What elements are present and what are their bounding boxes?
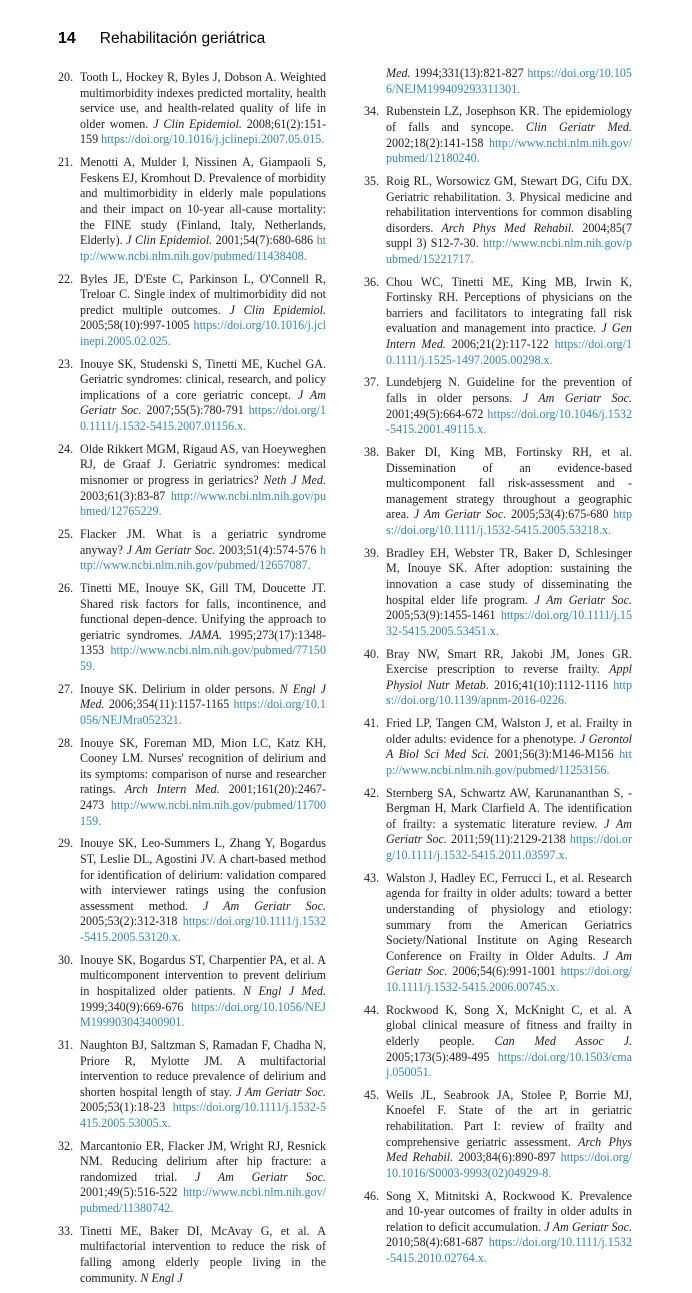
reference-text: [386, 871, 632, 996]
reference-link[interactable]: https://doi.org/10.1111/j.1532-5415.2010.02764.x.: [386, 1235, 632, 1265]
reference-citation: Roig RL, Worsowicz GM, Stewart DG, Cifu DX. Geriatric rehabilitation. 3. Physical medicine and rehabilitation interventions for common disabling disorders.: [386, 173, 632, 235]
reference-citation: Flacker JM. What is a geriatric syndrome anyway?: [80, 526, 326, 557]
reference-journal: J Am Geriatr Soc.: [235, 1084, 327, 1099]
reference-journal: J Am Geriatr Soc.: [203, 898, 326, 913]
reference-citation: Inouye SK, Studenski S, Tinetti ME, Kuchel GA. Geriatric syndromes: clinical, research, and policy implications of a core geriatric concept.: [80, 356, 326, 402]
reference-number: 42.: [364, 785, 380, 800]
reference-text: [80, 357, 326, 435]
reference-volume: 2006;54(6):991-1001: [452, 964, 556, 979]
reference-number: 27.: [58, 681, 74, 696]
reference-link[interactable]: https://doi.org/10.1016/S0003-9993(02)04929-8.: [386, 1150, 632, 1180]
reference-text: [80, 836, 326, 945]
reference-item: [364, 66, 632, 97]
page-header: [58, 30, 265, 52]
reference-number: 31.: [58, 1037, 74, 1052]
reference-volume: 2005;53(4):675-680: [511, 507, 609, 522]
reference-item: [58, 1224, 326, 1286]
reference-link[interactable]: http://www.ncbi.nlm.nih.gov/pubmed/12765229.: [80, 488, 326, 519]
reference-text: [386, 375, 632, 437]
reference-text: [80, 1139, 326, 1217]
reference-number: 29.: [58, 836, 74, 851]
reference-citation: Olde Rikkert MGM, Rigaud AS, van Hoeyweghen RJ, de Graaf J. Geriatric syndromes: medical misnomer or progress in geriatrics?: [80, 441, 326, 487]
reference-citation: Rockwood K, Song X, McKnight C, et al. A global clinical measure of fitness and frailty in elderly people.: [386, 1002, 632, 1048]
reference-volume: 2011;59(11):2129-2138: [451, 832, 566, 847]
reference-link[interactable]: https://doi.org/10.1111/j.1532-5415.2005.53451.x.: [386, 608, 632, 638]
reference-text: [80, 1224, 326, 1286]
reference-text: [80, 581, 326, 675]
reference-item: [364, 1189, 632, 1267]
reference-link[interactable]: http://www.ncbi.nlm.nih.gov/pubmed/12657087.: [80, 542, 327, 573]
reference-citation: Inouye SK, Bogardus ST, Charpentier PA, et al. A multicomponent intervention to prevent delirium in hospitalized older patients.: [80, 952, 326, 998]
reference-journal: J Am Geriatr Soc.: [544, 1219, 632, 1234]
reference-text: [386, 1189, 632, 1267]
reference-text: [80, 953, 326, 1031]
reference-volume: 2003;61(3):83-87: [80, 488, 166, 503]
reference-text: [386, 1088, 632, 1182]
reference-number: 38.: [364, 445, 380, 459]
reference-journal: J Am Geriatr Soc.: [413, 507, 507, 522]
reference-volume: 1995;273(17):1348-1353: [80, 627, 327, 658]
reference-item: [58, 70, 326, 148]
references-column-right: [364, 66, 632, 1274]
page-number: 14: [58, 30, 76, 47]
reference-item: [364, 1003, 632, 1081]
reference-link[interactable]: https://doi.org/10.1056/NEJM199903043400901.: [80, 999, 326, 1030]
reference-volume: 2003;84(6):890-897: [458, 1150, 556, 1165]
reference-citation: Tinetti ME, Inouye SK, Gill TM, Doucette JT. Shared risk factors for falls, incontinence, and functional depen-dence. Unifying the approach to geriatric syndromes.: [80, 580, 326, 642]
reference-citation: Tinetti ME, Baker DI, McAvay G, et al. A multifactorial intervention to reduce the risk of falling among elderly people living in the community.: [80, 1223, 326, 1285]
reference-number: 28.: [58, 735, 74, 750]
reference-number: 39.: [364, 545, 380, 560]
reference-journal: J Clin Epidemiol.: [153, 116, 242, 131]
reference-text: [386, 786, 632, 864]
reference-number: 45.: [364, 1087, 380, 1102]
reference-item: [364, 445, 632, 539]
reference-volume: 2005;53(1):18-23: [80, 1100, 166, 1115]
reference-journal: Arch Phys Med Rehabil.: [441, 220, 575, 235]
reference-number: 40.: [364, 646, 380, 661]
reference-citation: Inouye SK. Delirium in older persons.: [80, 681, 275, 696]
reference-item: [364, 786, 632, 864]
reference-link[interactable]: https://doi.org/10.1111/j.1532-5415.2005.53218.x.: [386, 507, 633, 537]
reference-link[interactable]: http://www.ncbi.nlm.nih.gov/pubmed/12180240.: [386, 135, 632, 166]
reference-number: 37.: [364, 375, 380, 390]
reference-number: 30.: [58, 952, 74, 967]
reference-volume: 2007;55(5):780-791: [146, 403, 244, 418]
reference-volume: 1994;331(13):821-827: [414, 66, 524, 80]
reference-text: [80, 736, 326, 830]
reference-number: 41.: [364, 716, 380, 731]
reference-citation: Bray NW, Smart RR, Jakobi JM, Jones GR. Exercise prescription to reverse frailty.: [386, 646, 632, 677]
reference-journal: J Am Geriatr Soc.: [194, 1169, 327, 1184]
reference-number: 26.: [58, 580, 74, 595]
reference-journal: N Engl J Med.: [242, 983, 327, 998]
reference-text: [386, 647, 632, 709]
reference-text: [80, 155, 326, 264]
reference-citation: Bradley EH, Webster TR, Baker D, Schlesinger M, Inouye SK. After adoption: sustaining the innovation a case study of disseminating the hospital elder life program.: [386, 545, 632, 607]
reference-citation: Byles JE, D'Este C, Parkinson L, O'Connell R, Treloar C. Single index of multimorbidity did not predict multiple outcomes.: [80, 271, 326, 317]
reference-item: [58, 953, 326, 1031]
reference-text: [386, 546, 632, 640]
reference-item: [58, 581, 326, 675]
reference-citation: Baker DI, King MB, Fortinsky RH, et al. Dissemination of an evidence-based multicomponent fall risk-assessment and -management strategy throughout a geographic area.: [386, 445, 632, 522]
reference-journal: Arch Phys Med Rehabil.: [386, 1134, 632, 1165]
reference-citation: Marcantonio ER, Flacker JM, Wright RJ, Resnick NM. Reducing delirium after hip fracture: a randomized trial.: [80, 1138, 326, 1184]
reference-text: [80, 442, 326, 520]
reference-journal: Neth J Med.: [263, 473, 326, 487]
reference-link[interactable]: https://doi.org/10.1139/apnm-2016-0226.: [386, 677, 633, 708]
reference-item: [364, 375, 632, 437]
reference-text: [386, 174, 632, 268]
reference-volume: 2005;58(10):997-1005: [80, 318, 190, 333]
reference-journal: J Gen Intern Med.: [386, 321, 632, 352]
reference-text: [80, 682, 326, 729]
reference-number: 32.: [58, 1138, 74, 1153]
reference-volume: 2010;58(4):681-687: [386, 1235, 484, 1250]
references-column-left: [58, 70, 326, 1293]
reference-item: [58, 1139, 326, 1217]
reference-journal: JAMA.: [188, 627, 223, 642]
reference-link[interactable]: https://doi.org/10.1111/j.1532-5415.2011.03597.x.: [386, 832, 632, 862]
reference-journal: J Clin Epidemiol.: [126, 233, 213, 248]
reference-link[interactable]: https://doi.org/10.1056/NEJMra052321.: [80, 697, 326, 727]
reference-number: 21.: [58, 155, 74, 170]
reference-link[interactable]: https://doi.org/10.1046/j.1532-5415.2001.49115.x.: [386, 406, 632, 437]
reference-number: 23.: [58, 356, 74, 371]
reference-link[interactable]: https://doi.org/10.1016/j.jclinepi.2005.02.025.: [80, 318, 326, 348]
reference-citation: Wells JL, Seabrook JA, Stolee P, Borrie MJ, Knoefel F. State of the art in geriatric rehabilitation. Part I: review of frailty and comprehensive geriatric assessment.: [386, 1087, 632, 1149]
reference-citation: Walston J, Hadley EC, Ferrucci L, et al. Research agenda for frailty in older adults: toward a better understanding of physiology and etiology: summary from the American Geriatrics Society/National Institute on Aging Research Conference on Frailty in Older Adults.: [386, 870, 632, 963]
reference-citation: Inouye SK, Leo-Summers L, Zhang Y, Bogardus ST, Leslie DL, Agostini JV. A chart-based method for identification of delirium: validation compared with interviewer ratings using the confusion assessment method.: [80, 836, 326, 913]
reference-text: [386, 445, 632, 539]
reference-journal: Clin Geriatr Med.: [525, 119, 632, 134]
reference-volume: 2001;49(5):664-672: [386, 406, 484, 421]
reference-number: 34.: [364, 104, 380, 119]
reference-item: [58, 442, 326, 520]
reference-volume: 1999;340(9):669-676: [80, 999, 184, 1014]
reference-volume: 2003;51(4):574-576: [218, 542, 317, 557]
reference-citation: Naughton BJ, Saltzman S, Ramadan F, Chadha N, Priore R, Mylotte JM. A multifactorial intervention to reduce prevalence of delirium and shorten hospital length of stay.: [80, 1037, 326, 1099]
reference-item: [58, 357, 326, 435]
reference-number: 22.: [58, 271, 74, 286]
reference-text: [386, 66, 632, 97]
reference-number: 35.: [364, 173, 380, 188]
reference-text: [80, 1038, 326, 1132]
reference-citation: Menotti A, Mulder I, Nissinen A, Giampaoli S, Feskens EJ, Kromhout D. Prevalence of morbidity and multimorbidity in elderly male populations and their impact on 10-year all-cause mortality: the FINE study (Finland, Italy, Netherlands, Elderly).: [80, 155, 326, 248]
reference-text: [80, 272, 326, 350]
reference-citation: Sternberg SA, Schwartz AW, Karunananthan S, -Bergman H, Mark Clarfield A. The identification of frailty: a systematic literature review.: [386, 785, 632, 831]
reference-number: 20.: [58, 70, 74, 84]
reference-link[interactable]: https://doi.org/10.1111/j.1532-5415.2005.53120.x.: [80, 914, 326, 944]
reference-journal: Can Med Assoc J.: [494, 1033, 632, 1048]
reference-volume: 2006;21(2):117-122: [451, 337, 549, 352]
reference-link[interactable]: http://www.ncbi.nlm.nih.gov/pubmed/11438408.: [80, 233, 326, 263]
reference-volume: 2005;53(2):312-318: [80, 914, 178, 929]
reference-item: [364, 716, 632, 778]
reference-number: 36.: [364, 274, 380, 289]
reference-text: [386, 275, 632, 369]
reference-link[interactable]: https://doi.org/10.1016/j.jclinepi.2007.05.015.: [101, 132, 325, 147]
reference-item: [364, 275, 632, 369]
reference-volume: 2005;173(5):489-495: [386, 1049, 490, 1064]
reference-number: 24.: [58, 441, 74, 456]
reference-journal: N Engl J: [140, 1270, 183, 1285]
reference-link[interactable]: http://www.ncbi.nlm.nih.gov/pubmed/7715059.: [80, 643, 326, 673]
reference-journal: J Am Geriatr Soc.: [534, 592, 632, 607]
reference-link[interactable]: https://doi.org/10.1056/NEJM199409293311301.: [386, 66, 632, 96]
reference-journal: N Engl J Med.: [80, 681, 326, 712]
reference-item: [364, 647, 632, 709]
reference-link[interactable]: http://www.ncbi.nlm.nih.gov/pubmed/11700159.: [80, 798, 326, 828]
reference-item: [58, 682, 326, 729]
reference-volume: 2005;53(9):1455-1461: [386, 608, 496, 623]
running-title: Rehabilitación geriátrica: [99, 30, 266, 47]
reference-item: [364, 174, 632, 268]
reference-number: 43.: [364, 870, 380, 885]
reference-citation: Rubenstein LZ, Josephson KR. The epidemiology of falls and syncope.: [386, 104, 632, 134]
reference-citation: Fried LP, Tangen CM, Walston J, et al. Frailty in older adults: evidence for a phenotype.: [386, 716, 632, 746]
reference-volume: 2008;61(2):151-159: [80, 116, 326, 147]
reference-volume: 2001;56(3):M146-M156: [494, 747, 614, 762]
reference-journal: J Gerontol A Biol Sci Med Sci.: [386, 731, 632, 762]
reference-link[interactable]: https://doi.org/10.1111/j.1525-1497.2005.00298.x.: [386, 337, 632, 367]
reference-link[interactable]: http://www.ncbi.nlm.nih.gov/pubmed/15221717.: [386, 236, 632, 266]
reference-item: [364, 546, 632, 640]
reference-number: 44.: [364, 1002, 380, 1017]
reference-number: 25.: [58, 526, 74, 541]
reference-journal: J Am Geriatr Soc.: [386, 948, 632, 979]
reference-item: [58, 1038, 326, 1132]
reference-text: [80, 70, 326, 148]
reference-volume: 2001;54(7):680-686: [215, 233, 314, 248]
reference-volume: 2004;85(7 suppl 3) S12-7-30.: [386, 220, 632, 251]
reference-journal: J Clin Epidemiol.: [229, 302, 326, 317]
reference-link[interactable]: https://doi.org/10.1503/cmaj.050051.: [386, 1049, 632, 1080]
reference-journal: J Am Geriatr Soc.: [126, 542, 216, 557]
reference-citation: Chou WC, Tinetti ME, King MB, Irwin K, Fortinsky RH. Perceptions of physicians on the barriers and facilitators to integrating fall risk evaluation and management into practice.: [386, 274, 632, 336]
reference-item: [364, 1088, 632, 1182]
reference-link[interactable]: https://doi.org/10.1111/j.1532-5415.2006.00745.x.: [386, 964, 633, 994]
reference-citation: Lundebjerg N. Guideline for the prevention of falls in older persons.: [386, 375, 632, 406]
reference-number: 33.: [58, 1223, 74, 1238]
reference-journal: Arch Intern Med.: [124, 782, 220, 797]
reference-citation: Song X, Mitnitski A, Rockwood K. Prevalence and 10-year outcomes of frailty in older adults in relation to deficit accumulation.: [386, 1188, 632, 1234]
reference-journal: J Am Geriatr Soc.: [386, 816, 632, 847]
reference-text: [386, 104, 632, 166]
reference-item: [364, 871, 632, 996]
reference-journal: Med.: [386, 66, 411, 80]
reference-link[interactable]: https://doi.org/10.1111/j.1532-5415.2005.53005.x.: [80, 1100, 326, 1130]
reference-volume: 2001;161(20):2467-2473: [80, 782, 326, 813]
reference-item: [364, 104, 632, 166]
reference-item: [58, 155, 326, 264]
reference-link[interactable]: https://doi.org/10.1111/j.1532-5415.2007.01156.x.: [80, 403, 327, 434]
reference-volume: 2016;41(10):1112-1116: [494, 677, 608, 692]
reference-volume: 2001;49(5):516-522: [80, 1185, 178, 1200]
reference-text: [80, 527, 326, 574]
reference-number: 46.: [364, 1188, 380, 1203]
reference-citation: Tooth L, Hockey R, Byles J, Dobson A. Weighted multimorbidity indexes predicted mortality, health service use, and health-related quality of life in older women.: [80, 70, 326, 131]
reference-journal: Appl Physiol Nutr Metab.: [386, 662, 632, 692]
reference-link[interactable]: http://www.ncbi.nlm.nih.gov/pubmed/11253156.: [386, 747, 632, 777]
reference-text: [386, 1003, 632, 1081]
reference-journal: J Am Geriatr Soc.: [80, 387, 326, 418]
reference-item: [58, 527, 326, 574]
reference-text: [386, 716, 632, 778]
reference-volume: 2006;354(11):1157-1165: [108, 697, 230, 712]
reference-volume: 2002;18(2):141-158: [386, 135, 484, 150]
reference-citation: Inouye SK, Foreman MD, Mion LC, Katz KH, Cooney LM. Nurses' recognition of delirium and its symptoms: comparison of nurse and researcher ratings.: [80, 735, 326, 797]
reference-link[interactable]: http://www.ncbi.nlm.nih.gov/pubmed/11380742.: [80, 1185, 326, 1216]
reference-item: [58, 836, 326, 945]
reference-item: [58, 272, 326, 350]
reference-item: [58, 736, 326, 830]
reference-journal: J Am Geriatr Soc.: [522, 391, 632, 406]
